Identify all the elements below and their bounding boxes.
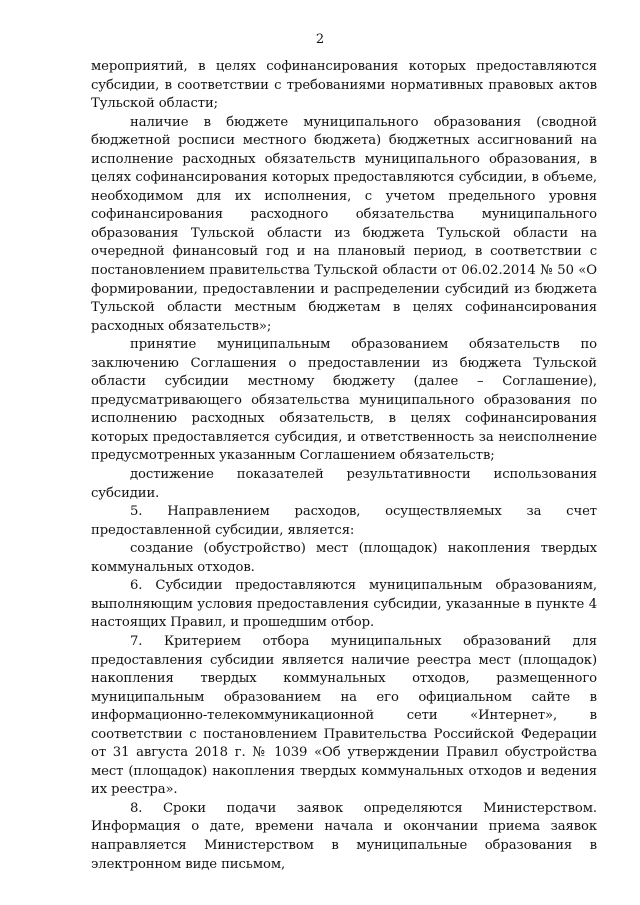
paragraph-item-8: 8. Сроки подачи заявок определяются Министерством. Информация о дате, времени начала и окончании приема заявок направляется Министерством в муниципальные образования в электронном виде письмом,	[91, 800, 597, 872]
paragraph-item-5: 5. Направлением расходов, осуществляемых за счет предоставленной субсидии, является:	[91, 504, 597, 538]
paragraph-performance-indicators: достижение показателей результативности использования субсидии.	[91, 467, 597, 501]
paragraph-item-7: 7. Критерием отбора муниципальных образований для предоставления субсидии является наличие реестра мест (площадок) накопления твердых коммунальных отходов, размещенного муниципальным образованием на его официальном сайте в информационно-телекоммуникационной сети «Интернет», в соответствии с постановлением Правительства Российской Федерации от 31 августа 2018 г. № 1039 «Об утверждении Правил обустройства мест (площадок) накопления твердых коммунальных отходов и ведения их реестра».	[91, 633, 597, 798]
paragraph-agreement-obligations: принятие муниципальным образованием обязательств по заключению Соглашения о предоставлении из бюджета Тульской области субсидии местному бюджету (далее – Соглашение), предусматривающего обязательства муниципального образования по исполнению расходных обязательств, в целях софинансирования которых предоставляется субсидия, и ответственность за неисполнение предусмотренных указанным Соглашением обязательств;	[91, 337, 597, 464]
page-number: 2	[315, 32, 325, 47]
paragraph-continuation: мероприятий, в целях софинансирования которых предоставляются субсидии, в соответствии с требованиями нормативных правовых актов Тульской области;	[91, 59, 597, 112]
paragraph-budget-allocation: наличие в бюджете муниципального образования (сводной бюджетной росписи местного бюджета) бюджетных ассигнований на исполнение расходных обязательств муниципального образования, в целях софинансирования которых предоставляются субсидии, в объеме, необходимом для их исполнения, с учетом предельного уровня софинансирования расходного обязательства муниципального образования Тульской области из бюджета Тульской области на очередной финансовый год и на плановый период, в соответствии с постановлением правительства Тульской области от 06.02.2014 № 50 «О формировании, предоставлении и распределении субсидий из бюджета Тульской области местным бюджетам в целях софинансирования расходных обязательств»;	[91, 114, 597, 334]
paragraph-waste-sites: создание (обустройство) мест (площадок) накопления твердых коммунальных отходов.	[91, 541, 597, 575]
paragraph-item-6: 6. Субсидии предоставляются муниципальным образованиям, выполняющим условия предоставления субсидии, указанные в пункте 4 настоящих Правил, и прошедшим отбор.	[91, 578, 597, 631]
document-body	[91, 58, 597, 874]
